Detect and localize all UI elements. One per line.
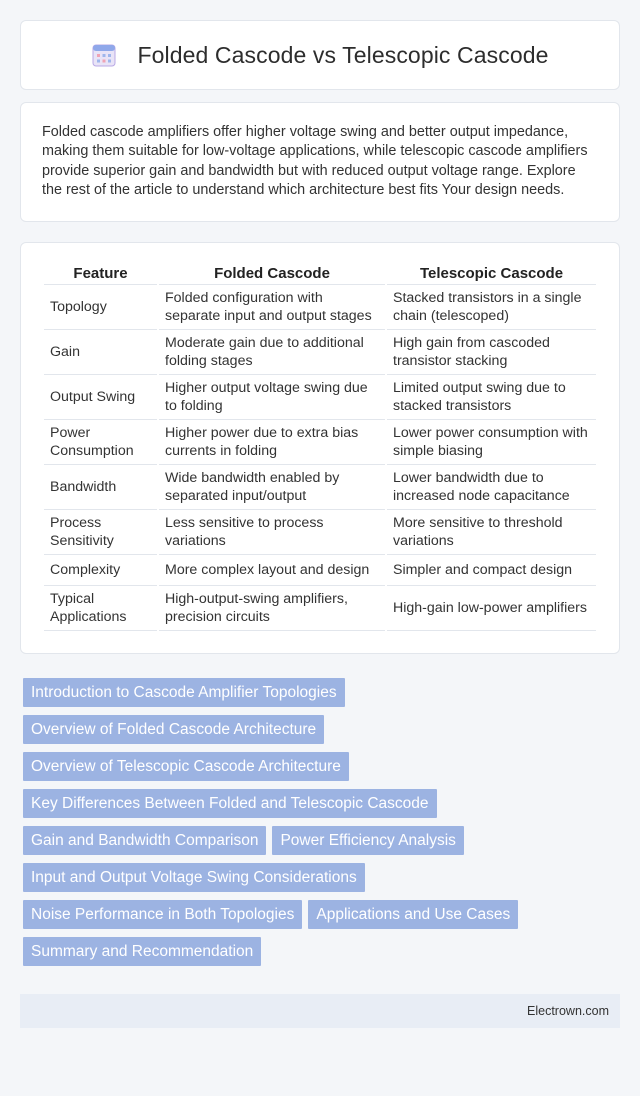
row-folded: Higher output voltage swing due to folding [159, 375, 385, 420]
page-title: Folded Cascode vs Telescopic Cascode [137, 41, 549, 68]
tag-link[interactable]: Overview of Folded Cascode Architecture [23, 715, 324, 744]
page-footer [20, 994, 620, 1028]
tag-link[interactable]: Overview of Telescopic Cascode Architecture [23, 752, 349, 781]
table-row [44, 420, 596, 465]
header-telescopic: Telescopic Cascode [387, 261, 596, 285]
row-telescopic: Lower power consumption with simple biasing [387, 420, 596, 465]
tag-link[interactable]: Gain and Bandwidth Comparison [23, 826, 266, 855]
tag-link[interactable]: Key Differences Between Folded and Telescopic Cascode [23, 789, 437, 818]
table-header-row [44, 261, 596, 285]
tag-link[interactable]: Applications and Use Cases [308, 900, 518, 929]
header-feature: Feature [44, 261, 157, 285]
row-folded: Less sensitive to process variations [159, 510, 385, 555]
row-folded: Folded configuration with separate input and output stages [159, 285, 385, 330]
row-folded: Wide bandwidth enabled by separated input/output [159, 465, 385, 510]
table-row [44, 330, 596, 375]
row-folded: More complex layout and design [159, 555, 385, 586]
table-row [44, 555, 596, 586]
row-feature: Gain [44, 330, 157, 375]
calendar-grid-icon [91, 42, 117, 68]
row-feature: Topology [44, 285, 157, 330]
row-feature: Power Consumption [44, 420, 157, 465]
table-row [44, 586, 596, 631]
table-row [44, 465, 596, 510]
footer-site-name: Electrown.com [527, 1003, 609, 1018]
header-folded: Folded Cascode [159, 261, 385, 285]
row-telescopic: More sensitive to threshold variations [387, 510, 596, 555]
row-feature: Bandwidth [44, 465, 157, 510]
row-folded: Higher power due to extra bias currents in folding [159, 420, 385, 465]
row-telescopic: Limited output swing due to stacked transistors [387, 375, 596, 420]
comparison-table [42, 261, 598, 631]
tag-link[interactable]: Noise Performance in Both Topologies [23, 900, 302, 929]
row-telescopic: High gain from cascoded transistor stacking [387, 330, 596, 375]
table-row [44, 510, 596, 555]
row-telescopic: High-gain low-power amplifiers [387, 586, 596, 631]
row-folded: High-output-swing amplifiers, precision circuits [159, 586, 385, 631]
table-row [44, 375, 596, 420]
table-row [44, 285, 596, 330]
row-feature: Output Swing [44, 375, 157, 420]
tag-link[interactable]: Introduction to Cascode Amplifier Topologies [23, 678, 345, 707]
intro-text: Folded cascode amplifiers offer higher voltage swing and better output impedance, making them suitable for low-voltage applications, while telescopic cascode amplifiers provide superior gain and bandwidth but with reduced output voltage range. Explore the rest of the article to understand which architecture best fits Your design needs. [42, 124, 588, 199]
intro-card [20, 102, 620, 222]
row-telescopic: Stacked transistors in a single chain (telescoped) [387, 285, 596, 330]
comparison-card [20, 242, 620, 654]
page-header [20, 20, 620, 90]
tag-link[interactable]: Summary and Recommendation [23, 937, 261, 966]
row-telescopic: Simpler and compact design [387, 555, 596, 586]
row-telescopic: Lower bandwidth due to increased node capacitance [387, 465, 596, 510]
tag-link[interactable]: Input and Output Voltage Swing Considerations [23, 863, 365, 892]
row-feature: Typical Applications [44, 586, 157, 631]
tag-link[interactable]: Power Efficiency Analysis [272, 826, 463, 855]
row-feature: Process Sensitivity [44, 510, 157, 555]
row-folded: Moderate gain due to additional folding stages [159, 330, 385, 375]
row-feature: Complexity [44, 555, 157, 586]
topic-tags [20, 678, 620, 966]
